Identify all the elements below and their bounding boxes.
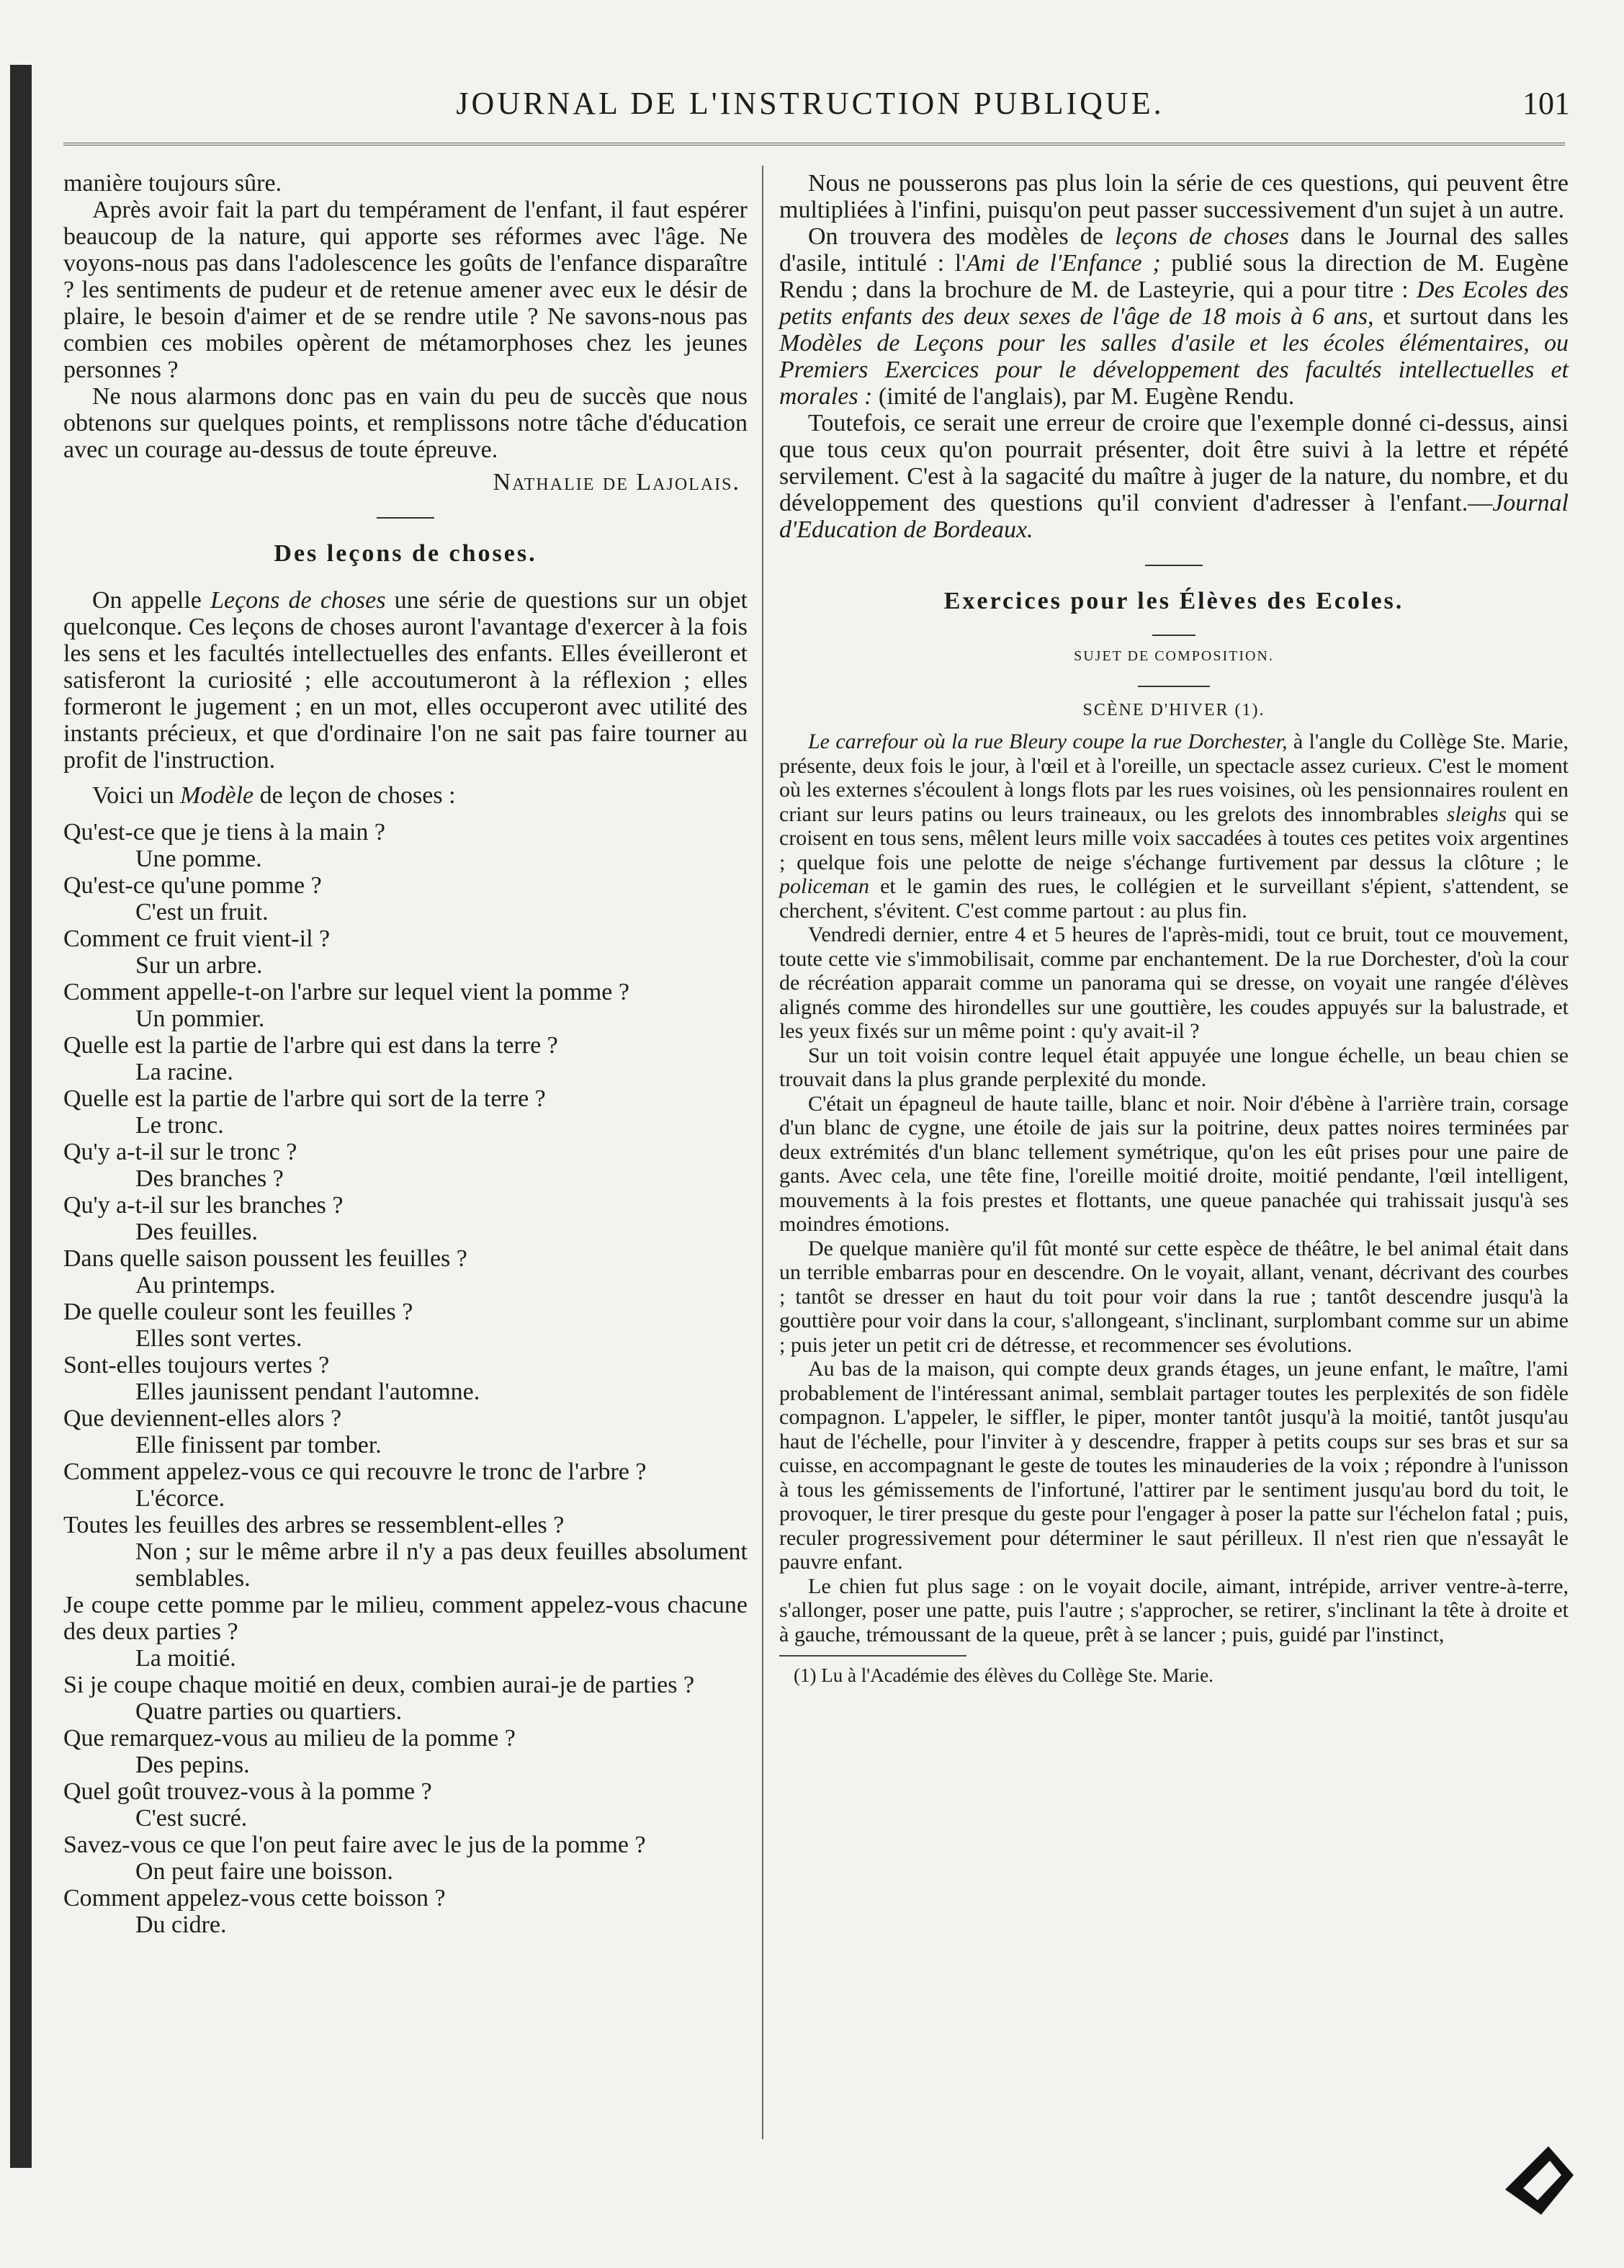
author-signature: Nathalie de Lajolais. — [493, 469, 740, 496]
question: Qu'y a-t-il sur le tronc ? — [63, 1139, 297, 1165]
scene-p1-text-b: qui se croisent en tous sens, mêlent leurs mille voix saccadées à toutes ces petites voix argentines ; quelque fois une pelotte de neige s'échange furtivement par dessus la clôture ; le — [779, 802, 1569, 874]
footnote: (1) Lu à l'Académie des élèves du Collège Ste. Marie. — [794, 1664, 1213, 1686]
p2-emphasis-3: Des Ecoles des petits enfants des deux sexes de l'âge de 18 mois à 6 ans, — [779, 277, 1569, 330]
journal-title: JOURNAL DE L'INSTRUCTION PUBLIQUE. — [456, 86, 1165, 121]
question: Quelle est la partie de l'arbre qui est dans la terre ? — [63, 1032, 558, 1059]
question: Quel goût trouvez-vous à la pomme ? — [63, 1778, 432, 1805]
p3-source: Journal d'Education de Bordeaux. — [779, 490, 1569, 543]
scene-p1-emphasis-3: policeman — [779, 874, 869, 898]
answer: Des pepins. — [135, 1752, 250, 1778]
p2-text-d: et surtout dans les — [1373, 303, 1569, 330]
answer: La racine. — [135, 1059, 233, 1085]
lecons-p1-text-a: On appelle — [92, 587, 211, 614]
answer: Du cidre. — [135, 1911, 227, 1938]
question: Savez-vous ce que l'on peut faire avec le jus de la pomme ? — [63, 1832, 646, 1858]
p2-text-b: dans le Journal des salles d'asile, intitulé : l' — [779, 223, 1569, 277]
intro-paragraph-3: Ne nous alarmons donc pas en vain du peu de succès que nous obtenons sur quelques points, et remplissons notre tâche d'éducation avec un courage au-dessus de toute épreuve. — [63, 383, 748, 463]
page-number: 101 — [1522, 86, 1570, 121]
question: Je coupe cette pomme par le milieu, comment appelez-vous chacune des deux parties ? — [63, 1592, 748, 1645]
question: Comment appelez-vous cette boisson ? — [63, 1885, 446, 1911]
question: Qu'est-ce que je tiens à la main ? — [63, 819, 385, 846]
subject-rule — [1138, 686, 1210, 687]
question: Toutes les feuilles des arbres se ressemblent-elles ? — [63, 1512, 565, 1538]
scene-paragraph-1 — [779, 730, 1569, 923]
scene-paragraph-2: Vendredi dernier, entre 4 et 5 heures de l'après-midi, tout ce bruit, tout ce mouvement, toute cette vie s'immobilisait, comme par enchantement. De la rue Dorchester, d'où la cour de récréation apparait comme un panorama qui se dresse, on voyait une rangée d'élèves alignés comme des hirondelles sur une gouttière, les coudes appuyés sur la balustrade, et les yeux fixés sur un même point : qu'y avait-il ? — [779, 923, 1569, 1043]
lecons-p2-text-a: Voici un — [92, 782, 181, 809]
lecons-p1-emphasis: Leçons de choses — [210, 587, 386, 614]
scene-title: SCÈNE D'HIVER (1). — [1082, 701, 1265, 720]
intro-paragraph-2: Après avoir fait la part du tempérament de l'enfant, il faut espérer beaucoup de la nature, qui apporte ses réformes avec l'âge. Ne voyons-nous pas dans l'adolescence les goûts de l'enfance disparaître ? les sentiments de pudeur et de retenue amener avec eux le désir de plaire, le besoin d'aimer et de se rendre utile ? Ne savons-nous pas combien ces mobiles opèrent de métamorphoses chez les jeunes personnes ? — [63, 197, 748, 383]
header-rule — [63, 143, 1565, 145]
answer: Des feuilles. — [135, 1219, 258, 1245]
answer: Sur un arbre. — [135, 952, 263, 979]
scene-p1-emphasis: Le carrefour où la rue Bleury coupe la rue Dorchester, — [808, 730, 1288, 753]
answer: Quatre parties ou quartiers. — [135, 1698, 403, 1725]
right-paragraph-1: Nous ne pousserons pas plus loin la série de ces questions, qui peuvent être multipliées à l'infini, puisqu'on peut passer successivement d'un sujet à un autre. — [779, 170, 1569, 223]
answer: Une pomme. — [135, 846, 262, 872]
answer: Le tronc. — [135, 1112, 224, 1139]
lecons-paragraph-1 — [63, 587, 748, 774]
question: Comment appelez-vous ce qui recouvre le tronc de l'arbre ? — [63, 1458, 647, 1485]
answer: C'est sucré. — [135, 1805, 248, 1832]
right-paragraph-2 — [779, 223, 1569, 410]
p3-text: Toutefois, ce serait une erreur de croire que l'exemple donné ci-dessus, ainsi que tous ceux qu'on pourrait présenter, doit être suivi à la lettre et répété servilement. C'est à la sagacité du maître à juger de la nature, du nombre, et du développement des questions qu'il convient d'adresser à l'enfant.— — [779, 410, 1569, 516]
section-title-lecons: Des leçons de choses. — [274, 540, 537, 567]
answer: Elle finissent par tomber. — [135, 1432, 382, 1458]
section-title-exercices: Exercices pour les Élèves des Ecoles. — [943, 588, 1404, 614]
p2-text-a: On trouvera des modèles de — [808, 223, 1115, 250]
answer: Elles sont vertes. — [135, 1325, 302, 1352]
right-paragraph-3 — [779, 410, 1569, 543]
p2-emphasis-4: Modèles de Leçons pour les salles d'asile et les écoles élémentaires, ou Premiers Exercices pour le développement des facultés intellectuelles et morales : — [779, 330, 1569, 410]
lecons-p1-text-b: une série de questions sur un objet quelconque. Ces leçons de choses auront l'avantage d'exercer à la fois les sens et les facultés intellectuelles des enfants. Elles éveilleront et satisferont la curiosité ; elle accoutumeront à la réflexion ; elles formeront le jugement ; en un mot, elles occuperont avec utilité des instants précieux, et que d'ordinaire l'on ne sait pas faire tourner au profit de l'instruction. — [63, 587, 748, 774]
scene-paragraph-5: De quelque manière qu'il fût monté sur cette espèce de théâtre, le bel animal était dans un terrible embarras pour en descendre. On le voyait, allant, venant, décrivant des courbes ; tantôt se dresser en haut du toit pour voir dans la rue ; tantôt descendre jusqu'à la gouttière pour voir dans la cour, s'allongeant, s'inclinant, surplombant comme sur un abime ; puis jeter un petit cri de détresse, et recommencer ses évolutions. — [779, 1236, 1569, 1357]
p2-emphasis-1: leçons de choses — [1114, 223, 1289, 250]
scene-paragraph-3: Sur un toit voisin contre lequel était appuyée une longue échelle, un beau chien se trouvait dans la plus grande perplexité du monde. — [779, 1043, 1569, 1091]
left-column — [63, 170, 748, 1938]
scene-paragraph-6: Au bas de la maison, qui compte deux grands étages, un jeune enfant, le maître, l'ami probablement de l'intéressant animal, semblait partager toutes les perplexités de son fidèle compagnon. L'appeler, le siffler, le piper, monter tantôt jusqu'à la moitié, tantôt jusqu'au haut de l'échelle, pour l'inviter à y descendre, frapper à petits coups sur ses bras et sur sa cuisse, en accompagnant le geste de toutes les minauderies de la voix ; répondre à l'unisson à tous les gémissements de l'infortuné, l'attirer par le sentiment jusqu'au bord du toit, le provoquer, le tirer presque du geste pour l'engager à poser la patte sur l'échelon fatal ; puis, reculer progressivement pour déterminer le saut périlleux. Il n'est rien que n'essayât le pauvre enfant. — [779, 1357, 1569, 1574]
answer: Non ; sur le même arbre il n'y a pas deux feuilles absolument semblables. — [135, 1538, 748, 1592]
lecons-p2-emphasis: Modèle — [180, 782, 254, 809]
p2-text-e: (imité de l'anglais), par M. Eugène Rendu. — [872, 383, 1295, 410]
answer: Un pommier. — [135, 1005, 265, 1032]
scene-text — [779, 730, 1569, 1646]
p2-emphasis-2: Ami de l'Enfance ; — [966, 250, 1161, 277]
answer: Elles jaunissent pendant l'automne. — [135, 1379, 480, 1405]
answer: C'est un fruit. — [135, 899, 269, 925]
question: De quelle couleur sont les feuilles ? — [63, 1299, 413, 1325]
scene-p1-text-c: et le gamin des rues, le collégien et le surveillant s'épient, s'attendent, se cherchent, s'évitent. C'est comme partout : au plus fin. — [779, 874, 1569, 923]
question: Dans quelle saison poussent les feuilles ? — [63, 1245, 467, 1272]
answer: On peut faire une boisson. — [135, 1858, 393, 1885]
question: Que remarquez-vous au milieu de la pomme ? — [63, 1725, 516, 1752]
scene-paragraph-4: C'était un épagneul de haute taille, blanc et noir. Noir d'ébène à l'arrière train, corsage d'un blanc de cygne, une étoile de jais sur la poitrine, deux pattes noires terminées par deux extrémités d'un blanc tellement symétrique, qu'on les eût prises pour une paire de gants. Avec cela, une tête fine, l'oreille moitié droite, moitié pendante, l'œil intelligent, mouvements à la fois prestes et flottants, une queue panachée qui trahissait jusqu'à ses moindres émotions. — [779, 1091, 1569, 1236]
p2-text-c: publié sous la direction de M. Eugène Rendu ; dans la brochure de M. de Lasteyrie, qui a pour titre : — [779, 250, 1569, 303]
question: Sont-elles toujours vertes ? — [63, 1352, 330, 1379]
question: Qu'y a-t-il sur les branches ? — [63, 1192, 344, 1219]
question: Comment ce fruit vient-il ? — [63, 925, 331, 952]
subsection-rule — [1152, 635, 1195, 636]
intro-paragraph-1: manière toujours sûre. — [63, 170, 282, 197]
page-header — [43, 85, 1577, 128]
binding-spine — [10, 65, 32, 2168]
page-corner-mark — [1498, 2132, 1577, 2218]
subject-label: SUJET DE COMPOSITION. — [1074, 648, 1274, 664]
section-rule — [377, 517, 434, 519]
question: Qu'est-ce qu'une pomme ? — [63, 872, 322, 899]
lecons-paragraph-2 — [63, 782, 748, 809]
question: Que deviennent-elles alors ? — [63, 1405, 342, 1432]
right-column — [779, 170, 1569, 1687]
question: Comment appelle-t-on l'arbre sur lequel vient la pomme ? — [63, 979, 629, 1005]
lecons-p2-text-b: de leçon de choses : — [254, 782, 456, 809]
answer: Des branches ? — [135, 1165, 284, 1192]
answer: Au printemps. — [135, 1272, 276, 1299]
scene-p1-text: à l'angle du Collège Ste. Marie, présente, deux fois le jour, à l'œil et à l'oreille, un spectacle assez curieux. C'est le moment où les externes s'écoulent à longs flots par les rues voisines, où les pensionnaires roulent en criant sur leurs patins ou leurs traineaux, ou les grelots des innombrables — [779, 730, 1569, 826]
answer: La moitié. — [135, 1645, 236, 1672]
column-divider — [762, 166, 763, 2139]
footnote-rule — [779, 1655, 966, 1657]
question: Si je coupe chaque moitié en deux, combien aurai-je de parties ? — [63, 1672, 695, 1698]
answer: L'écorce. — [135, 1485, 225, 1512]
section-rule-right — [1145, 565, 1203, 566]
scene-p1-emphasis-2: sleighs — [1446, 802, 1507, 826]
question-answer-list — [63, 819, 748, 1938]
question: Quelle est la partie de l'arbre qui sort de la terre ? — [63, 1085, 546, 1112]
scene-paragraph-7: Le chien fut plus sage : on le voyait docile, aimant, intrépide, arriver ventre-à-terre, s'allonger, poser une patte, puis l'autre ; s'approcher, se retirer, s'inclinant la tête à droite et à gauche, trémoussant de la queue, prêt à se lancer ; puis, guidé par l'instinct, — [779, 1574, 1569, 1646]
